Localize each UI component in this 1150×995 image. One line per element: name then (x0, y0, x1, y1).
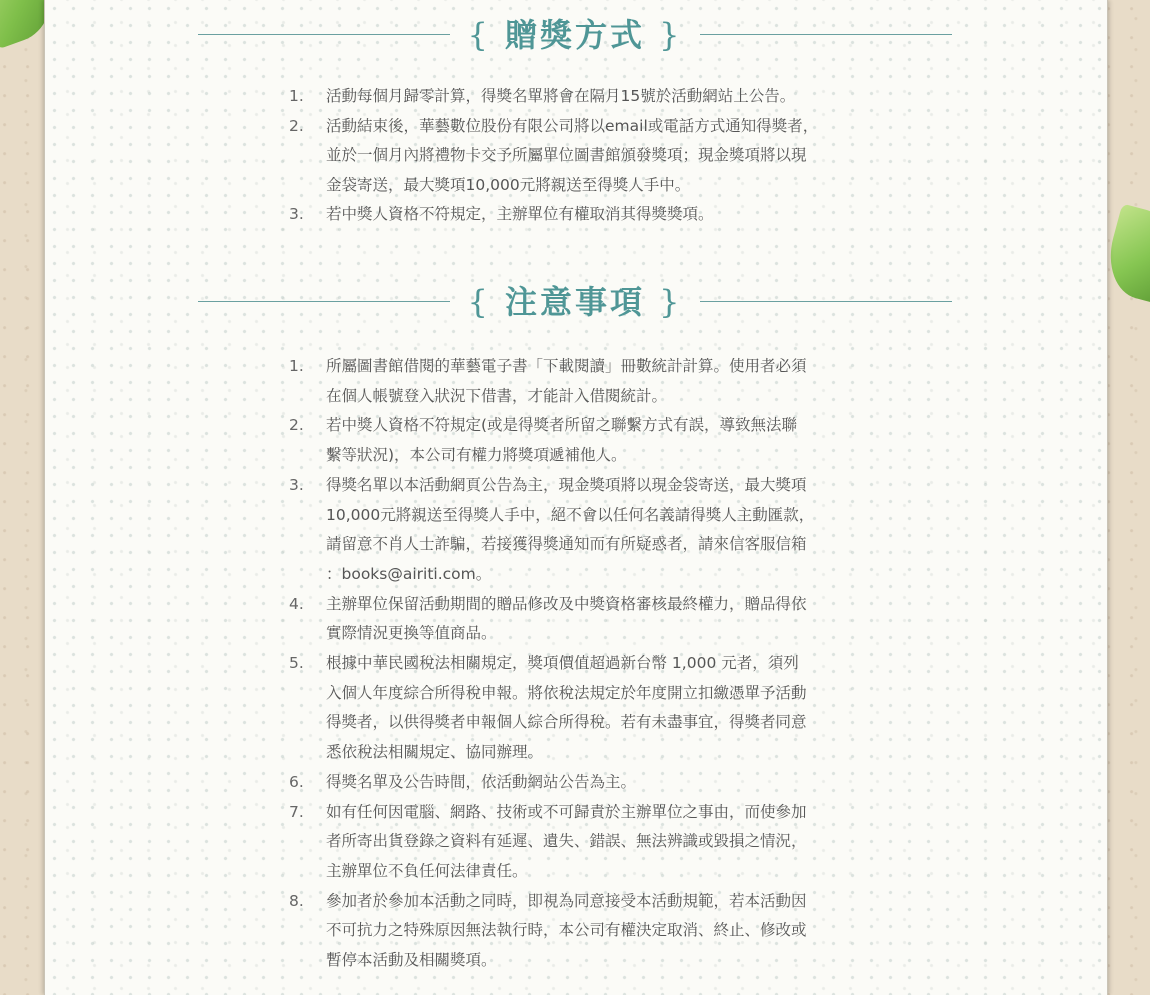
item-text: 得獎名單及公告時間，依活動網站公告為主。 (326, 772, 637, 791)
section-title (450, 10, 700, 60)
notes-list (280, 352, 880, 976)
item-text: 活動每個月歸零計算，得獎名單將會在隔月15號於活動網站上公告。 (326, 87, 796, 105)
left-brace: { (467, 16, 491, 54)
item-text: 如有任何因電腦、網路、技術或不可歸責於主辦單位之事由，而使參加 者所寄出貨登錄之資料有延遲、遺失、錯誤、無法辨識或毀損之情況， 主辦單位不負任何法律責任。 (326, 802, 807, 880)
item-number: 1. (289, 87, 304, 105)
list-item (280, 768, 880, 798)
list-item (280, 112, 880, 201)
list-item (280, 411, 880, 470)
item-number: 4. (289, 594, 304, 613)
list-item (280, 200, 880, 230)
item-text: 主辦單位保留活動期間的贈品修改及中獎資格審核最終權力，贈品得依 實際情況更換等值商品。 (326, 594, 807, 643)
list-item (280, 887, 880, 976)
item-number: 2. (289, 116, 304, 135)
notes-section-heading (198, 277, 952, 327)
left-brace: { (467, 283, 491, 321)
list-item (280, 82, 880, 112)
divider (198, 34, 450, 35)
item-number: 3. (289, 205, 304, 223)
divider (198, 301, 450, 302)
right-brace: } (659, 283, 683, 321)
item-number: 8. (289, 891, 304, 910)
item-text: 活動結束後，華藝數位股份有限公司將以email或電話方式通知得獎者， 並於一個月內將禮物卡交予所屬單位圖書館頒發獎項；現金獎項將以現 金袋寄送，最大獎項10,000元將親送至得獎人手中。 (326, 116, 819, 194)
prize-section-heading (198, 10, 952, 60)
item-text: 若中獎人資格不符規定(或是得獎者所留之聯繫方式有誤，導致無法聯 繫等狀況)，本公司有權力將獎項遞補他人。 (326, 416, 798, 465)
prize-list (280, 82, 880, 230)
item-number: 5. (289, 654, 304, 673)
item-number: 6. (289, 772, 304, 791)
list-item (280, 590, 880, 649)
item-text: 參加者於參加本活動之同時，即視為同意接受本活動規範，若本活動因 不可抗力之特殊原因無法執行時，本公司有權決定取消、終止、修改或 暫停本活動及相關獎項。 (326, 891, 807, 970)
item-text: 若中獎人資格不符規定，主辦單位有權取消其得獎獎項。 (326, 205, 714, 223)
list-item (280, 649, 880, 768)
item-text: 根據中華民國稅法相關規定，獎項價值超過新台幣 1,000 元者，須列 入個人年度綜合所得稅申報。將依稅法規定於年度開立扣繳憑單予活動 得獎者，以供得獎者申報個人綜合所得稅。若有未盡事宜，得獎者同意 悉依稅法相關規定、協同辦理。 (326, 654, 807, 762)
divider (700, 34, 952, 35)
item-number: 7. (289, 802, 304, 821)
prize-section-title: 贈獎方式 (504, 16, 645, 54)
notes-section-title: 注意事項 (504, 283, 645, 321)
item-text: 所屬圖書館借閱的華藝電子書「下載閱讀」冊數統計計算。使用者必須 在個人帳號登入狀況下借書，才能計入借閱統計。 (326, 357, 807, 405)
list-item (280, 798, 880, 887)
divider (700, 301, 952, 302)
item-number: 1. (289, 357, 304, 375)
list-item (280, 352, 880, 411)
list-item (280, 471, 880, 590)
item-number: 3. (289, 475, 304, 494)
item-number: 2. (289, 416, 304, 435)
item-text: 得獎名單以本活動網頁公告為主，現金獎項將以現金袋寄送，最大獎項 10,000元將親送至得獎人手中，絕不會以任何名義請得獎人主動匯款， 請留意不肖人士詐騙，若接獲得獎通知而有所疑惑者，請來信客服信箱 ：books@airiti.com。 (326, 475, 815, 583)
section-title (450, 277, 700, 327)
right-brace: } (659, 16, 683, 54)
